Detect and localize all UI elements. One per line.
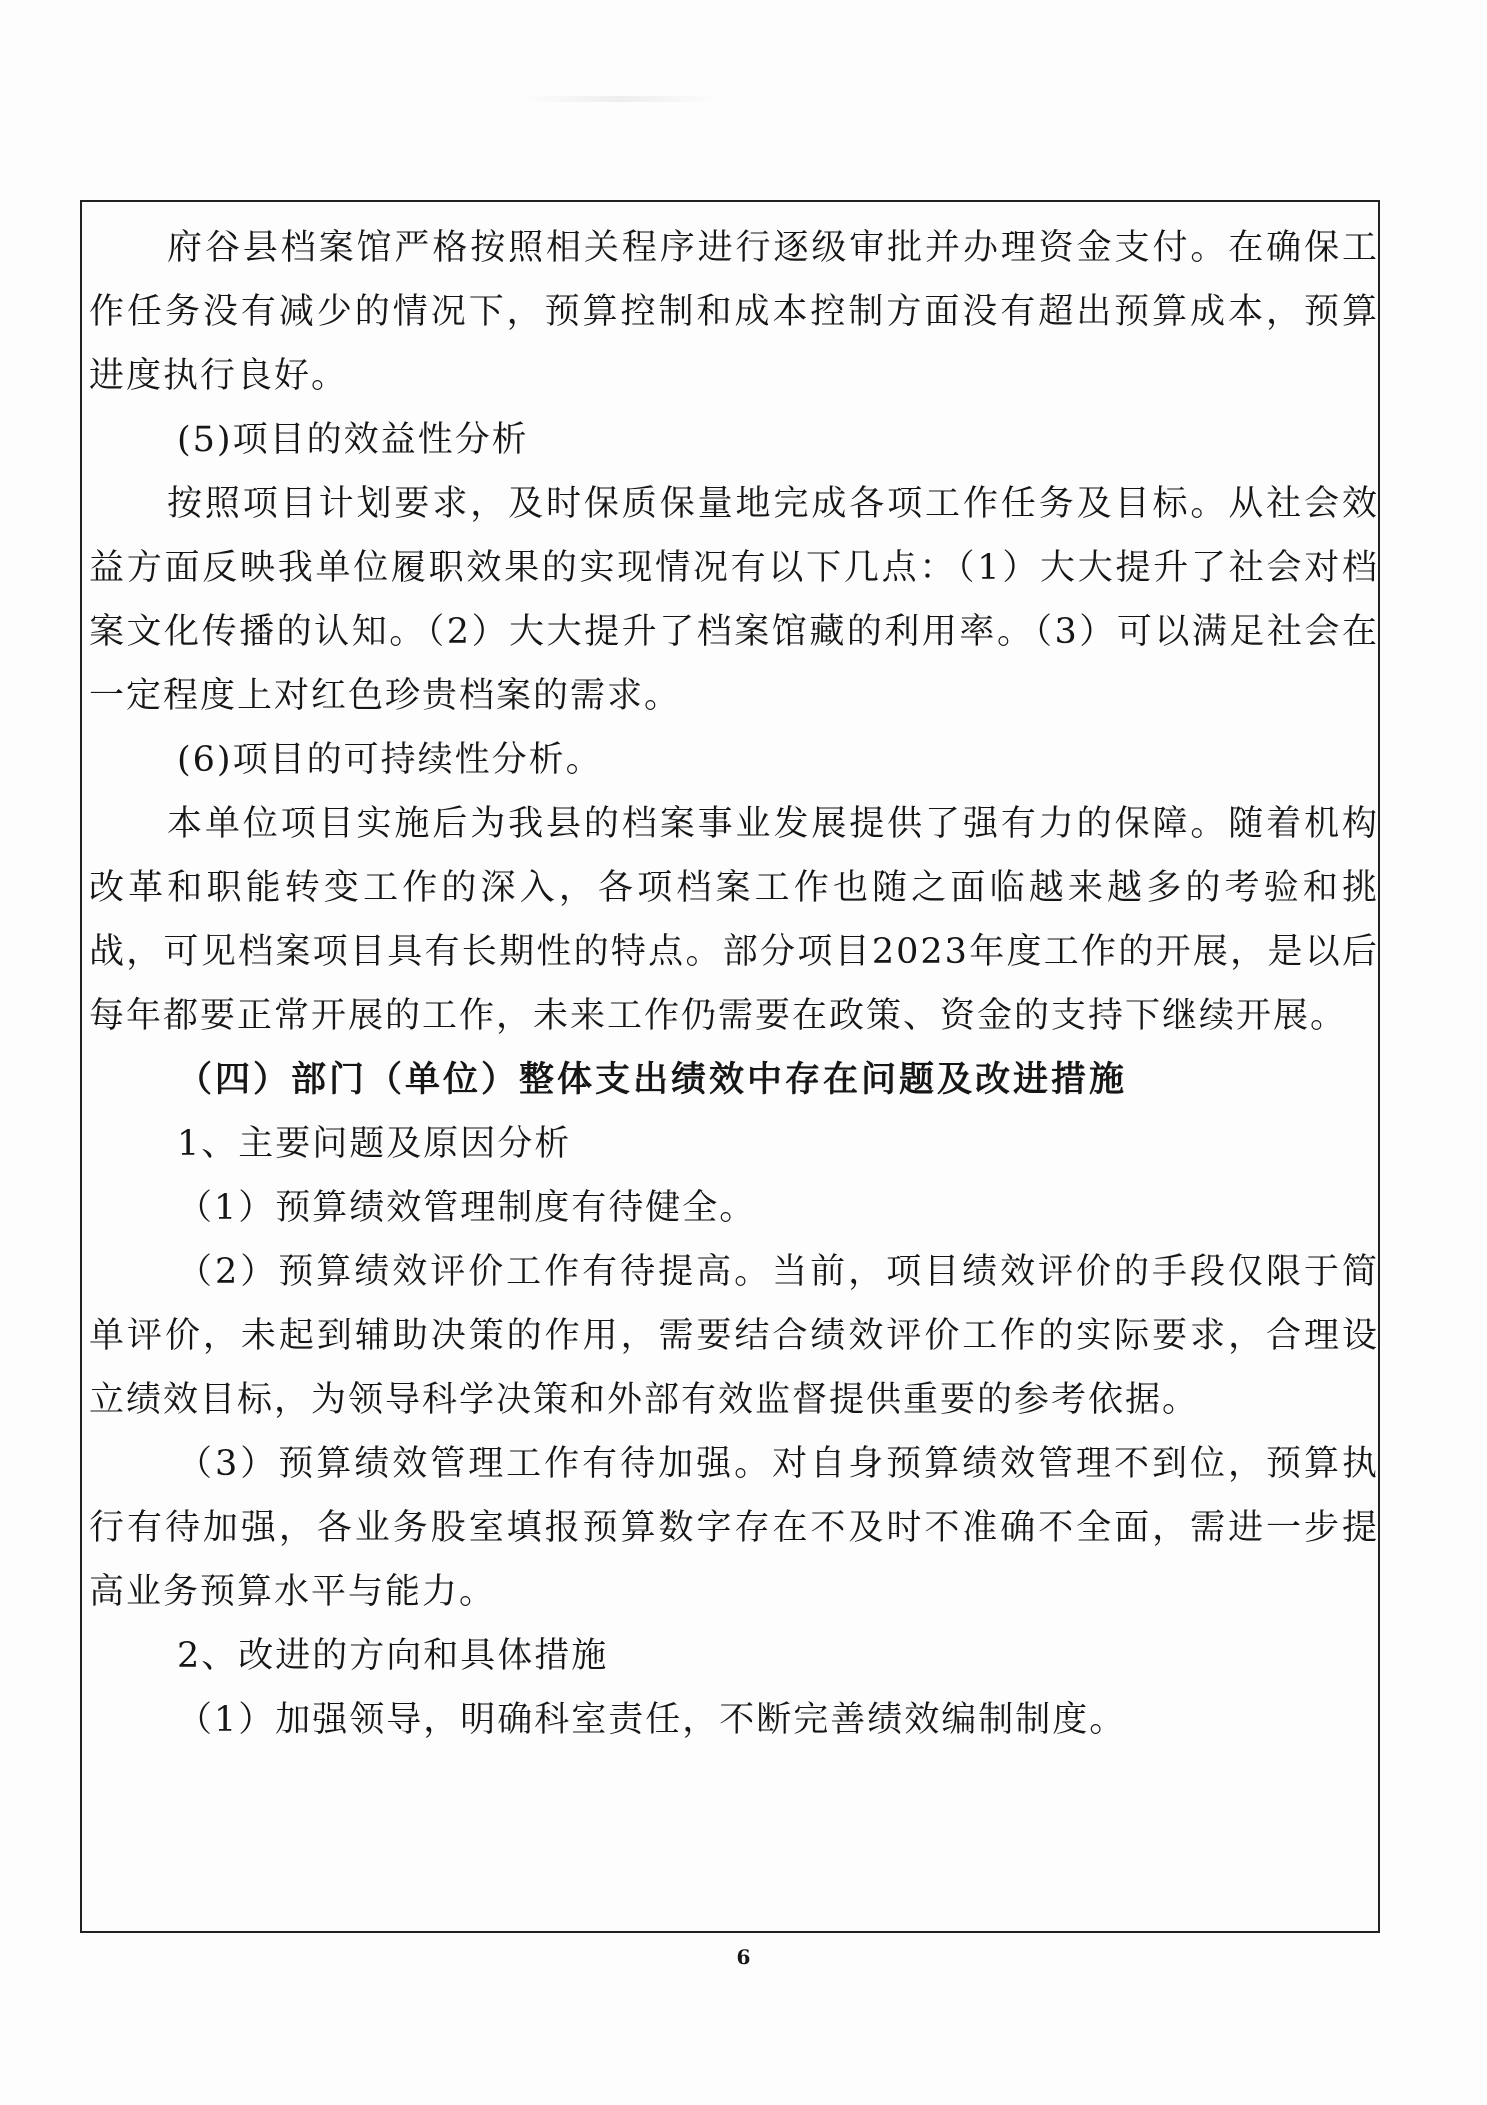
document-body [89, 216, 1379, 1752]
section-heading-problems-improvements: （四）部门（单位）整体支出绩效中存在问题及改进措施 [177, 1059, 1128, 1100]
problem-item-1: （1）预算绩效管理制度有待健全。 [177, 1188, 757, 1228]
paragraph-benefit-analysis: 按照项目计划要求，及时保质保量地完成各项工作任务及目标。从社会效益方面反映我单位履职效果的实现情况有以下几点：（1）大大提升了社会对档案文化传播的认知。（2）大大提升了档案馆藏的利用率。（3）可以满足社会在一定程度上对红色珍贵档案的需求。 [89, 484, 1379, 716]
scan-artifact [520, 96, 720, 102]
paragraph-sustainability-analysis: 本单位项目实施后为我县的档案事业发展提供了强有力的保障。随着机构改革和职能转变工作的深入，各项档案工作也随之面临越来越多的考验和挑战，可见档案项目具有长期性的特点。部分项目2023年度工作的开展，是以后每年都要正常开展的工作，未来工作仍需要在政策、资金的支持下继续开展。 [89, 804, 1379, 1036]
heading-benefit-analysis: (5)项目的效益性分析 [177, 420, 529, 460]
problem-item-3: （3）预算绩效管理工作有待加强。对自身预算绩效管理不到位，预算执行有待加强，各业务股室填报预算数字存在不及时不准确不全面，需进一步提高业务预算水平与能力。 [89, 1444, 1379, 1612]
heading-improvement-measures: 2、改进的方向和具体措施 [177, 1636, 609, 1676]
paragraph-budget-execution: 府谷县档案馆严格按照相关程序进行逐级审批并办理资金支付。在确保工作任务没有减少的情况下，预算控制和成本控制方面没有超出预算成本，预算进度执行良好。 [89, 228, 1379, 396]
heading-main-problems: 1、主要问题及原因分析 [177, 1124, 572, 1164]
problem-item-2: （2）预算绩效评价工作有待提高。当前，项目绩效评价的手段仅限于简单评价，未起到辅助决策的作用，需要结合绩效评价工作的实际要求，合理设立绩效目标，为领导科学决策和外部有效监督提供重要的参考依据。 [89, 1252, 1379, 1420]
page-number: 6 [736, 1945, 751, 1969]
heading-sustainability-analysis: (6)项目的可持续性分析。 [177, 740, 603, 780]
measure-item-1: （1）加强领导，明确科室责任，不断完善绩效编制制度。 [177, 1700, 1127, 1740]
